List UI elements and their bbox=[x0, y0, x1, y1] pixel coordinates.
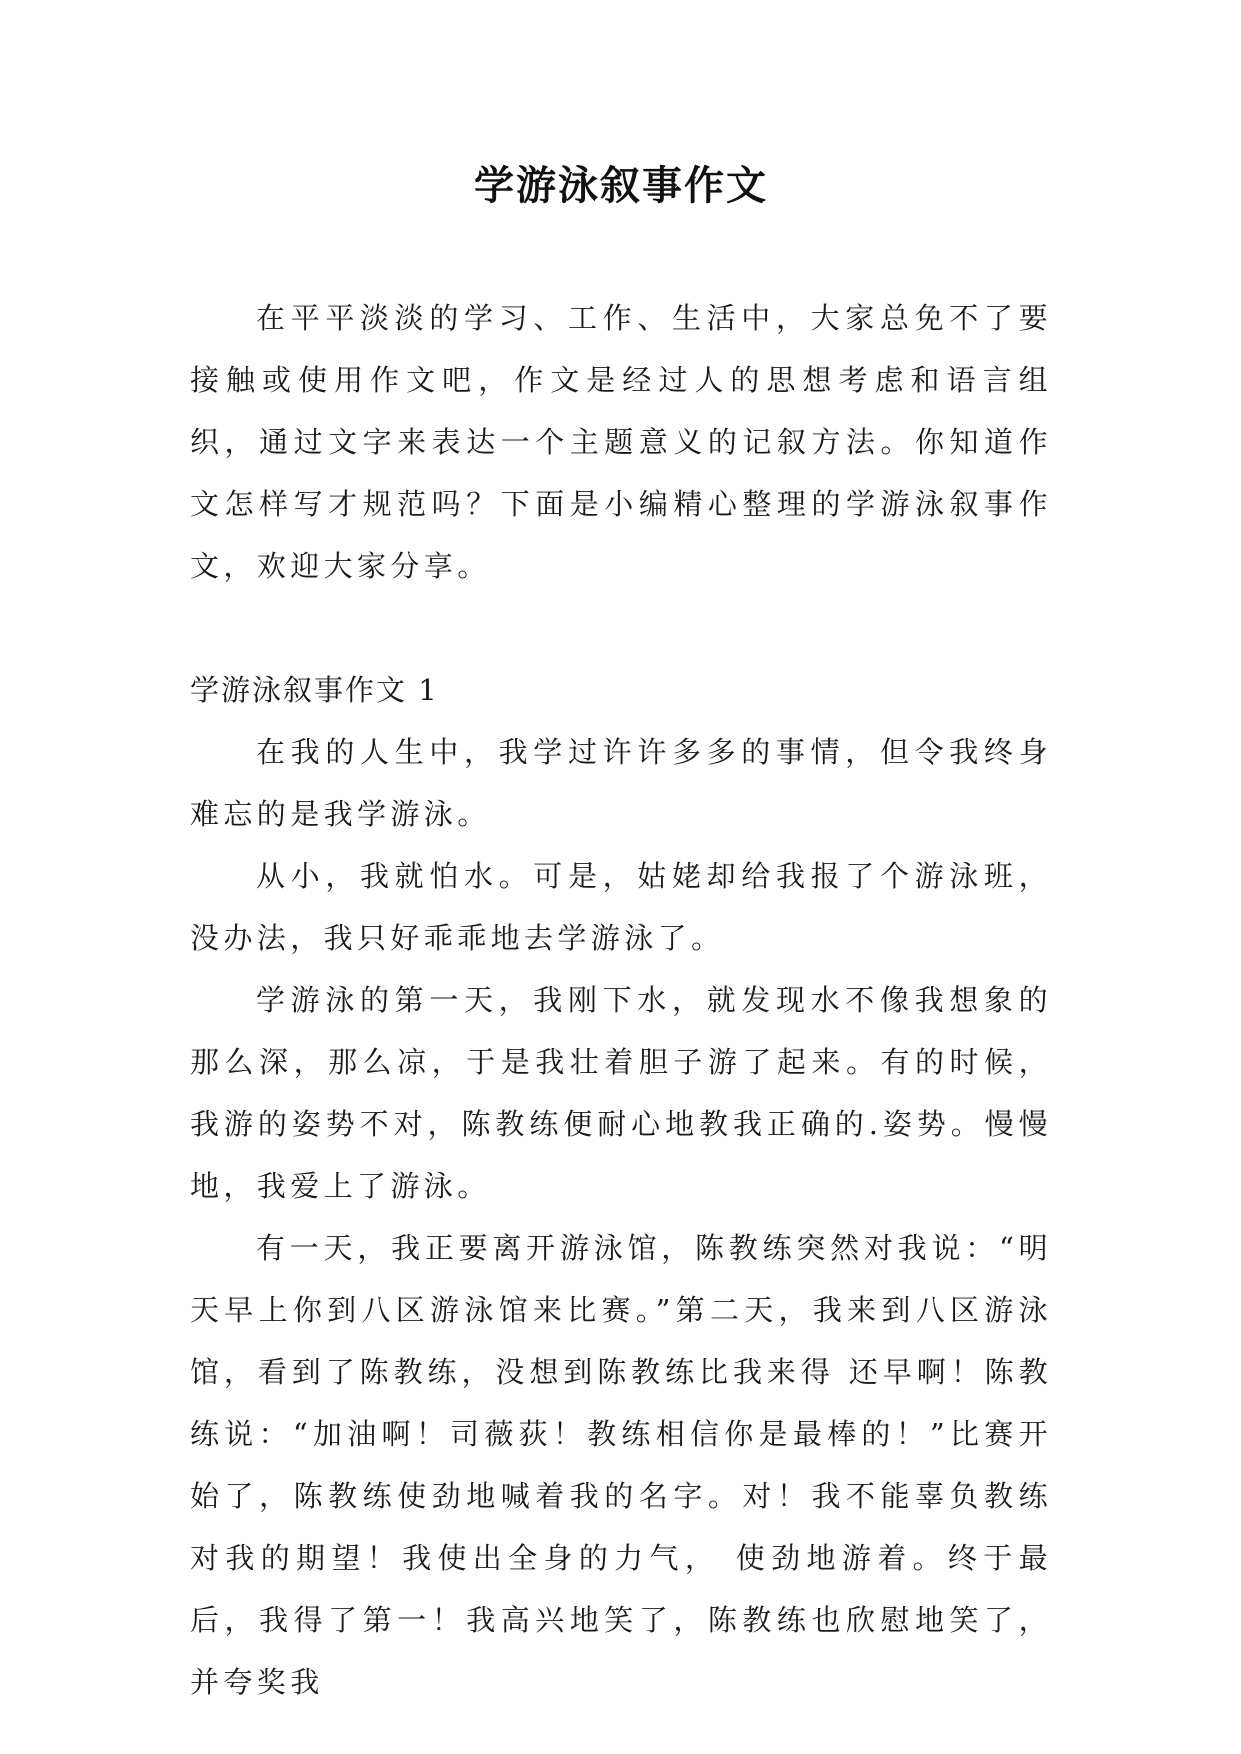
document-body bbox=[190, 287, 1052, 1713]
body-paragraph-1: 在我的人生中，我学过许许多多的事情，但令我终身难忘的是我学游泳。 bbox=[190, 735, 1052, 831]
body-paragraph-4: 有一天，我正要离开游泳馆，陈教练突然对我说：“明天早上你到八区游泳馆来比赛。”第二天，我来到八区游泳馆，看到了陈教练，没想到陈教练比我来得 还早啊！陈教练说：“加油啊！司薇荻！教练相信你是最棒的！”比赛开始了，陈教练使劲地喊着我的名字。对！我不能辜负教练对我的期望！我使出全身的力气， 使劲地游着。终于最后，我得了第一！我高兴地笑了，陈教练也欣慰地笑了，并夸奖我 bbox=[190, 1231, 1052, 1699]
document-title: 学游泳叙事作文 bbox=[474, 162, 768, 209]
body-paragraph-3: 学游泳的第一天，我刚下水，就发现水不像我想象的那么深，那么凉，于是我壮着胆子游了起来。有的时候，我游的姿势不对，陈教练便耐心地教我正确的.姿势。慢慢地，我爱上了游泳。 bbox=[190, 983, 1052, 1203]
section-heading: 学游泳叙事作文 1 bbox=[190, 673, 439, 707]
intro-paragraph: 在平平淡淡的学习、工作、生活中，大家总免不了要接触或使用作文吧，作文是经过人的思想考虑和语言组织，通过文字来表达一个主题意义的记叙方法。你知道作文怎样写才规范吗？下面是小编精心整理的学游泳叙事作文，欢迎大家分享。 bbox=[190, 301, 1052, 583]
body-paragraph-2: 从小，我就怕水。可是，姑姥却给我报了个游泳班，没办法，我只好乖乖地去学游泳了。 bbox=[190, 859, 1052, 955]
